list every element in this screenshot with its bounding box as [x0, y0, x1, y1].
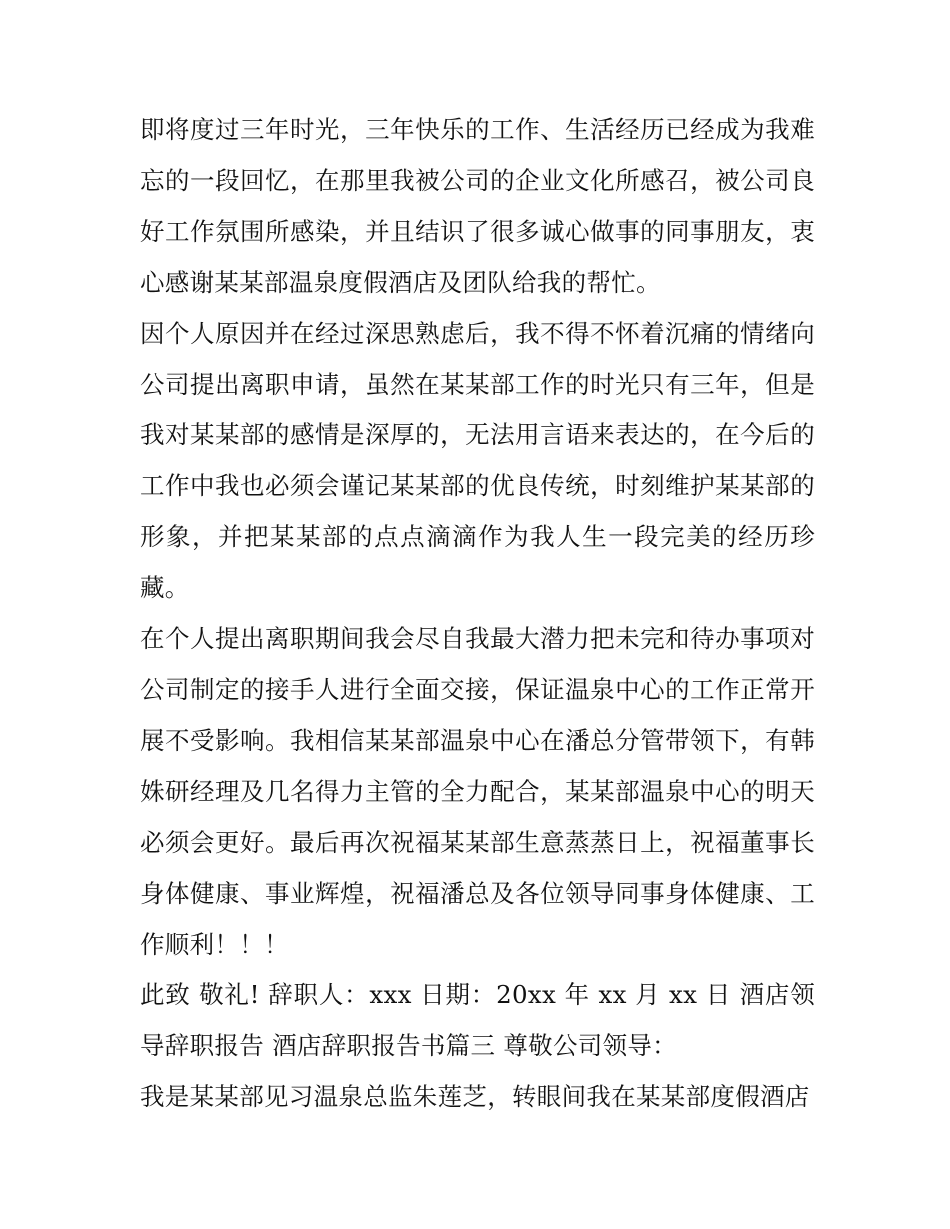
paragraph-handover: 在个人提出离职期间我会尽自我最大潜力把未完和待办事项对公司制定的接手人进行全面交接，保证温泉中心的工作正常开展不受影响。我相信某某部温泉中心在潘总分管带领下，有韩姝研经理及几名得力主管的全力配合，某某部温泉中心的明天必须会更好。最后再次祝福某某部生意蒸蒸日上，祝福董事长身体健康、事业辉煌，祝福潘总及各位领导同事身体健康、工作顺利！！！: [140, 624, 815, 959]
paragraph-resignation-reason: 因个人原因并在经过深思熟虑后，我不得不怀着沉痛的情绪向公司提出离职申请，虽然在某某部工作的时光只有三年，但是我对某某部的感情是深厚的，无法用言语来表达的，在今后的工作中我也必须会谨记某某部的优良传统，时刻维护某某部的形象，并把某某部的点点滴滴作为我人生一段完美的经历珍藏。: [140, 318, 815, 603]
paragraph-next-letter: 我是某某部见习温泉总监朱莲芝，转眼间我在某某部度假酒店: [140, 1082, 810, 1112]
paragraph-closing: 此致 敬礼! 辞职人：xxx 日期：20xx 年 xx 月 xx 日 酒店领导辞职报告 酒店辞职报告书篇三 尊敬公司领导：: [140, 980, 815, 1061]
document-body: [140, 105, 815, 1123]
paragraph-gratitude: 即将度过三年时光，三年快乐的工作、生活经历已经成为我难忘的一段回忆，在那里我被公司的企业文化所感召，被公司良好工作氛围所感染，并且结识了很多诚心做事的同事朋友，衷心感谢某某部温泉度假酒店及团队给我的帮忙。: [140, 115, 815, 297]
